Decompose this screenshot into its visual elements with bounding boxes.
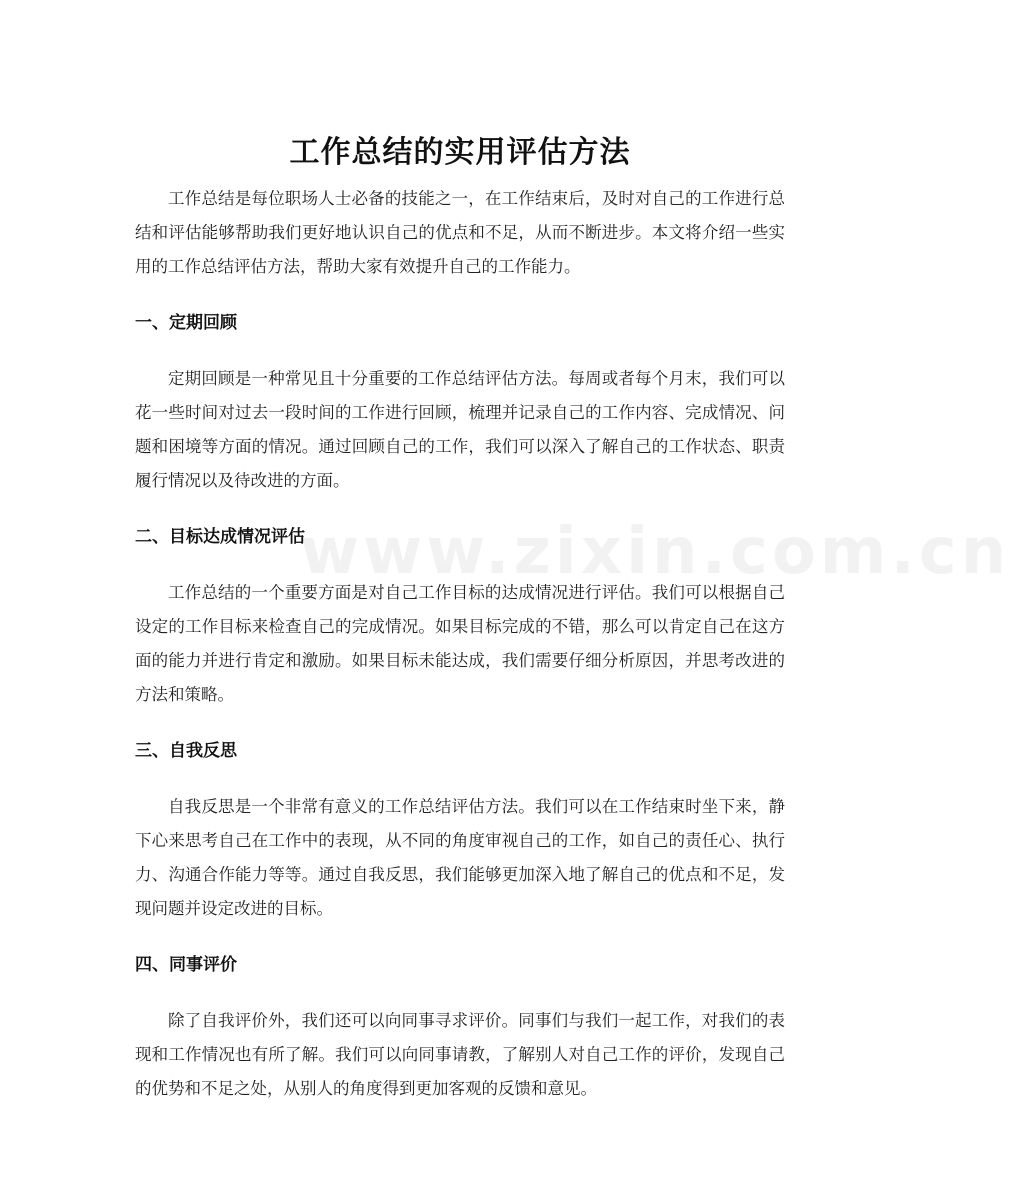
- section-body-4: 除了自我评价外，我们还可以向同事寻求评价。同事们与我们一起工作，对我们的表现和工作情况也有所了解。我们可以向同事请教，了解别人对自己工作的评价，发现自己的优势和不足之处，从别人的角度得到更加客观的反馈和意见。: [135, 1011, 785, 1098]
- section-body-3: 自我反思是一个非常有意义的工作总结评估方法。我们可以在工作结束时坐下来，静下心来思考自己在工作中的表现，从不同的角度审视自己的工作，如自己的责任心、执行力、沟通合作能力等等。通过自我反思，我们能够更加深入地了解自己的优点和不足，发现问题并设定改进的目标。: [135, 797, 785, 918]
- section-body-2: 工作总结的一个重要方面是对自己工作目标的达成情况进行评估。我们可以根据自己设定的工作目标来检查自己的完成情况。如果目标完成的不错，那么可以肯定自己在这方面的能力并进行肯定和激励。如果目标未能达成，我们需要仔细分析原因，并思考改进的方法和策略。: [135, 583, 785, 704]
- section-heading-3: 三、自我反思: [135, 741, 237, 761]
- section-heading-1: 一、定期回顾: [135, 313, 237, 333]
- section-heading-4: 四、同事评价: [135, 955, 237, 975]
- watermark: www.zixin.com.cn: [300, 515, 1010, 589]
- section-body-1: 定期回顾是一种常见且十分重要的工作总结评估方法。每周或者每个月末，我们可以花一些时间对过去一段时间的工作进行回顾，梳理并记录自己的工作内容、完成情况、问题和困境等方面的情况。通过回顾自己的工作，我们可以深入了解自己的工作状态、职责履行情况以及待改进的方面。: [135, 369, 785, 490]
- page-title: 工作总结的实用评估方法: [289, 135, 631, 171]
- intro-paragraph: 工作总结是每位职场人士必备的技能之一，在工作结束后，及时对自己的工作进行总结和评估能够帮助我们更好地认识自己的优点和不足，从而不断进步。本文将介绍一些实用的工作总结评估方法，帮助大家有效提升自己的工作能力。: [135, 189, 785, 276]
- document-body: [135, 182, 785, 1106]
- section-heading-2: 二、目标达成情况评估: [135, 527, 305, 547]
